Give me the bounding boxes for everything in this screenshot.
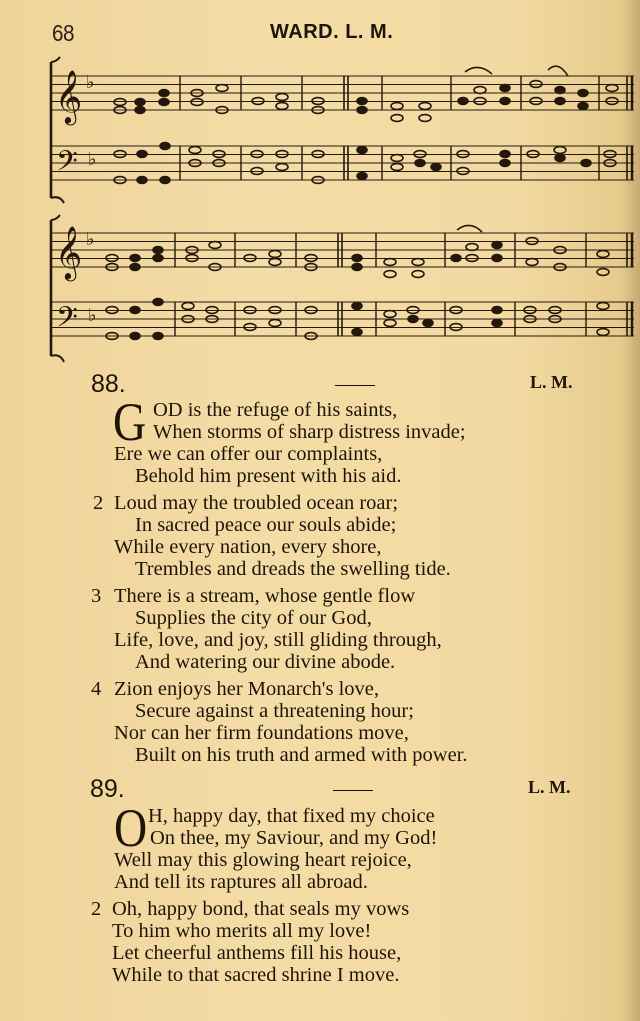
verse-line: Loud may the troubled ocean roar;	[114, 492, 399, 514]
verse-line: Life, love, and joy, still gliding through,	[114, 629, 442, 651]
verse-line: Oh, happy bond, that seals my vows	[112, 898, 410, 920]
hymn-meter: L. M.	[530, 372, 573, 392]
verse-number: 2	[93, 492, 104, 514]
verse-line: Trembles and dreads the swelling tide.	[135, 558, 451, 580]
verse-line: OD is the refuge of his saints,	[153, 399, 398, 421]
svg-text:♭: ♭	[88, 305, 97, 326]
svg-text:𝄢: 𝄢	[56, 301, 78, 341]
music-score	[0, 0, 640, 370]
verse-line: On thee, my Saviour, and my God!	[150, 827, 438, 849]
verse-line: Built on his truth and armed with power.	[135, 744, 468, 766]
verse-line: Behold him present with his aid.	[135, 465, 402, 487]
hymn-number: 88.	[91, 370, 126, 398]
verse-line: Nor can her firm foundations move,	[114, 722, 409, 744]
verse-line: Zion enjoys her Monarch's love,	[114, 678, 380, 700]
divider-dash	[333, 790, 373, 791]
hymn-meter: L. M.	[528, 777, 571, 797]
flat-icon: ♭	[86, 72, 95, 93]
verse-number: 3	[91, 585, 102, 607]
divider-dash	[335, 385, 375, 386]
bass-clef-icon: 𝄢	[56, 145, 78, 185]
svg-text:♭: ♭	[86, 229, 95, 250]
verse-line: Secure against a threatening hour;	[135, 700, 414, 722]
verse-line: In sacred peace our souls abide;	[135, 514, 397, 536]
dropcap-letter: G	[113, 392, 147, 452]
notes-system1	[114, 66, 618, 121]
verse-number: 2	[91, 898, 102, 920]
verse-line: When storms of sharp distress invade;	[153, 421, 466, 443]
verse-line: Well may this glowing heart rejoice,	[114, 849, 412, 871]
svg-text:𝄞: 𝄞	[55, 225, 83, 279]
verse-line: Ere we can offer our complaints,	[114, 443, 383, 465]
treble-clef-icon: 𝄞	[55, 69, 83, 123]
verse-number: 4	[91, 678, 102, 700]
verse-line: And tell its raptures all abroad.	[114, 871, 368, 893]
tune-title: WARD. L. M.	[270, 21, 394, 43]
verse-line: And watering our divine abode.	[135, 651, 396, 673]
verse-line: Let cheerful anthems fill his house,	[112, 942, 402, 964]
dropcap-letter: O	[114, 798, 148, 858]
verse-line: H, happy day, that fixed my choice	[148, 805, 435, 827]
svg-text:♭: ♭	[88, 149, 97, 170]
hymn-number: 89.	[90, 775, 125, 803]
verse-line: Supplies the city of our God,	[135, 607, 372, 629]
page-number: 68	[52, 20, 75, 46]
verse-line: There is a stream, whose gentle flow	[114, 585, 416, 607]
verse-line: To him who merits all my love!	[112, 920, 372, 942]
verse-line: While to that sacred shrine I move.	[112, 964, 400, 986]
verse-line: While every nation, every shore,	[114, 536, 382, 558]
